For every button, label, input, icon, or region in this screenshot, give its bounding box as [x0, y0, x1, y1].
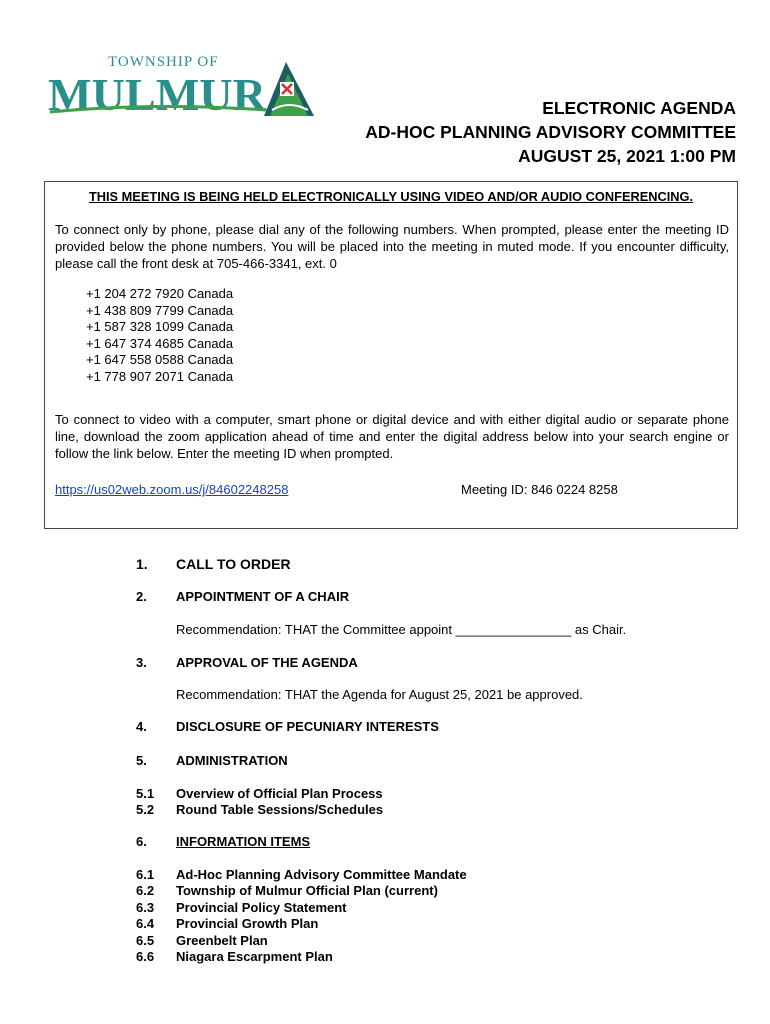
recommendation-text: Recommendation: THAT the Committee appoint ________________ as Chair.	[176, 622, 627, 637]
recommendation-text: Recommendation: THAT the Agenda for August 25, 2021 be approved.	[176, 687, 583, 702]
video-instructions: To connect to video with a computer, smart phone or digital device and with either digital audio or separate phone line, download the zoom application ahead of time and enter the digital address below into your search engine or follow the link below. Enter the meeting ID when prompted.	[55, 412, 729, 461]
meeting-id: Meeting ID: 846 0224 8258	[461, 482, 618, 497]
item-number: 6.	[136, 834, 147, 849]
item-title: APPROVAL OF THE AGENDA	[176, 655, 358, 670]
item-number: 6.3	[136, 900, 155, 915]
item-number: 4.	[136, 719, 147, 734]
item-title: DISCLOSURE OF PECUNIARY INTERESTS	[176, 719, 439, 734]
header-line-2: AD-HOC PLANNING ADVISORY COMMITTEE	[365, 122, 736, 142]
item-title: Ad-Hoc Planning Advisory Committee Mandate	[176, 867, 467, 882]
box-title: THIS MEETING IS BEING HELD ELECTRONICALLY USING VIDEO AND/OR AUDIO CONFERENCING.	[88, 189, 694, 204]
item-title: Provincial Policy Statement	[176, 900, 347, 915]
item-number: 5.	[136, 753, 147, 768]
item-number: 5.2	[136, 802, 155, 817]
phone-list	[86, 286, 233, 386]
item-title: Township of Mulmur Official Plan (current)	[176, 883, 438, 898]
connection-info-box	[44, 181, 738, 529]
item-title: Round Table Sessions/Schedules	[176, 802, 384, 817]
escarpment-emblem-icon	[264, 62, 314, 116]
item-number: 1.	[136, 556, 148, 572]
phone-number: +1 647 558 0588 Canada	[86, 352, 234, 368]
item-number: 6.4	[136, 916, 155, 931]
phone-instructions: To connect only by phone, please dial any of the following numbers. When prompted, please enter the meeting ID provided below the phone numbers. You will be placed into the meeting in muted mode. If you encounter difficulty, please call the front desk at 705-466-3341, ext. 0	[55, 222, 729, 271]
agenda-header	[365, 96, 736, 168]
item-number: 2.	[136, 589, 147, 604]
logo-top-text: TOWNSHIP OF	[108, 54, 219, 70]
item-title: Greenbelt Plan	[176, 933, 268, 948]
item-title: CALL TO ORDER	[176, 556, 291, 572]
phone-number: +1 647 374 4685 Canada	[86, 335, 234, 351]
item-number: 5.1	[136, 786, 155, 801]
item-title: APPOINTMENT OF A CHAIR	[176, 589, 350, 604]
item-number: 6.5	[136, 933, 155, 948]
header-line-1: ELECTRONIC AGENDA	[542, 98, 736, 118]
item-title: Niagara Escarpment Plan	[176, 949, 333, 964]
item-number: 6.1	[136, 867, 155, 882]
township-logo	[46, 44, 318, 120]
logo-main-text: MULMUR	[48, 69, 267, 120]
phone-number: +1 587 328 1099 Canada	[86, 319, 234, 335]
item-title: Overview of Official Plan Process	[176, 786, 383, 801]
item-number: 3.	[136, 655, 147, 670]
item-number: 6.6	[136, 949, 155, 964]
phone-number: +1 778 907 2071 Canada	[86, 368, 234, 384]
item-number: 6.2	[136, 883, 155, 898]
phone-number: +1 204 272 7920 Canada	[86, 286, 234, 301]
header-line-3: AUGUST 25, 2021 1:00 PM	[518, 146, 736, 166]
item-title: ADMINISTRATION	[176, 753, 288, 768]
phone-number: +1 438 809 7799 Canada	[86, 302, 234, 318]
zoom-link[interactable]: https://us02web.zoom.us/j/84602248258	[55, 482, 289, 497]
item-title: Provincial Growth Plan	[176, 916, 319, 931]
item-title: INFORMATION ITEMS	[176, 834, 311, 849]
